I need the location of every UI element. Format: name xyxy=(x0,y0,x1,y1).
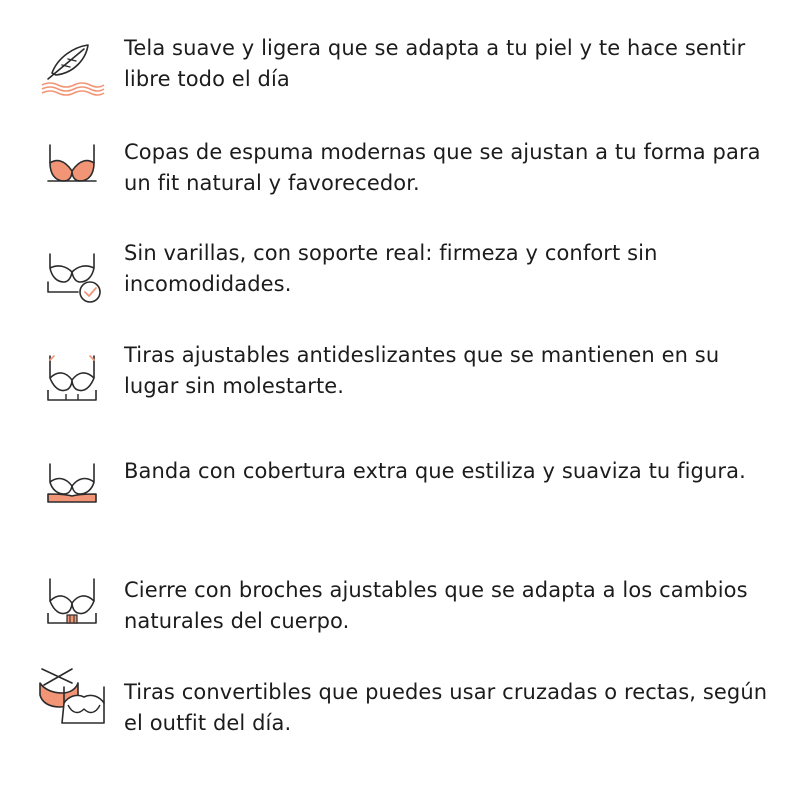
wide-band-bra-icon xyxy=(38,456,108,526)
hook-closure-bra-icon xyxy=(38,571,108,641)
feature-text: Tela suave y ligera que se adapta a tu piel y te hace sentir libre todo el día xyxy=(124,36,746,91)
feature-text: Banda con cobertura extra que estiliza y suaviza tu figura. xyxy=(124,459,746,483)
feature-text: Tiras ajustables antideslizantes que se mantienen en su lugar sin molestarte. xyxy=(124,343,720,398)
adjustable-straps-bra-icon xyxy=(38,344,108,414)
feature-text: Sin varillas, con soporte real: firmeza y confort sin incomodidades. xyxy=(124,241,658,296)
foam-cups-bra-icon xyxy=(38,133,108,203)
feature-text: Cierre con broches ajustables que se adapta a los cambios naturales del cuerpo. xyxy=(124,578,748,633)
feature-text: Copas de espuma modernas que se ajustan a tu forma para un fit natural y favorecedor. xyxy=(124,140,761,195)
wireless-bra-check-icon xyxy=(38,240,108,310)
feather-icon xyxy=(38,37,108,107)
feature-text: Tiras convertibles que puedes usar cruzadas o rectas, según el outfit del día. xyxy=(124,680,768,735)
convertible-straps-bra-icon xyxy=(38,663,108,733)
